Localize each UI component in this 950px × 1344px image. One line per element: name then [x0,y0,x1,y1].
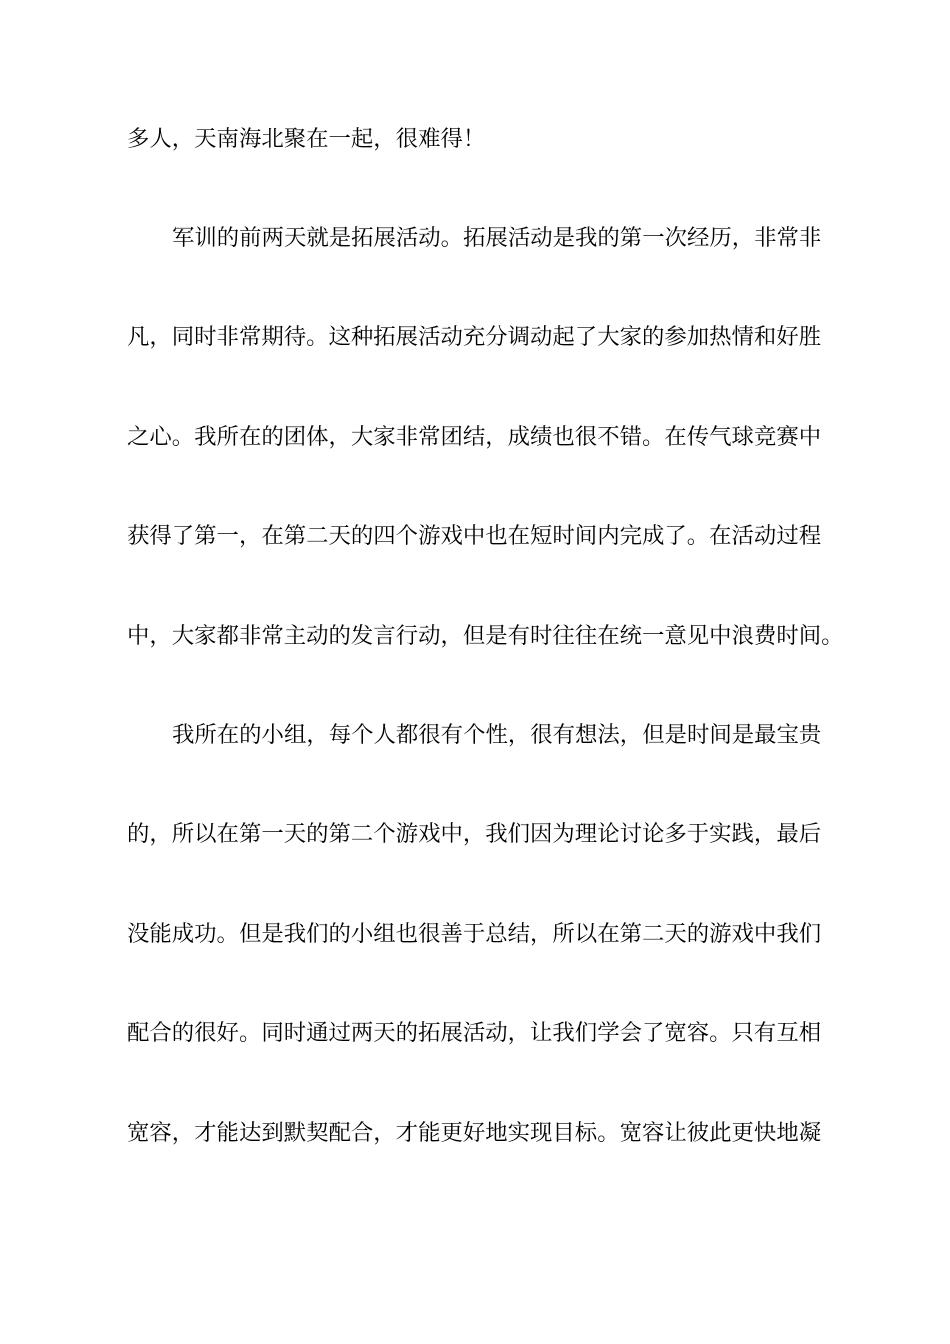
paragraph-1-line-2: 凡，同时非常期待。这种拓展活动充分调动起了大家的参加热情和好胜 [127,324,822,350]
paragraph-2-line-4: 配合的很好。同时通过两天的拓展活动，让我们学会了宽容。只有互相 [127,1020,822,1046]
text-line-1: 多人，天南海北聚在一起，很难得！ [127,126,486,152]
paragraph-1-line-3: 之心。我所在的团体，大家非常团结，成绩也很不错。在传气球竞赛中 [127,424,822,450]
paragraph-1-line-5: 中，大家都非常主动的发言行动，但是有时往往在统一意见中浪费时间。 [127,623,844,649]
paragraph-2-line-5: 宽容，才能达到默契配合，才能更好地实现目标。宽容让彼此更快地凝 [127,1120,822,1146]
paragraph-1-line-4: 获得了第一，在第二天的四个游戏中也在短时间内完成了。在活动过程 [127,523,822,549]
paragraph-2-line-3: 没能成功。但是我们的小组也很善于总结，所以在第二天的游戏中我们 [127,921,822,947]
paragraph-1-line-1: 军训的前两天就是拓展活动。拓展活动是我的第一次经历，非常非 [172,225,822,251]
paragraph-2-line-1: 我所在的小组，每个人都很有个性，很有想法，但是时间是最宝贵 [172,722,822,748]
paragraph-2-line-2: 的，所以在第一天的第二个游戏中，我们因为理论讨论多于实践，最后 [127,821,822,847]
